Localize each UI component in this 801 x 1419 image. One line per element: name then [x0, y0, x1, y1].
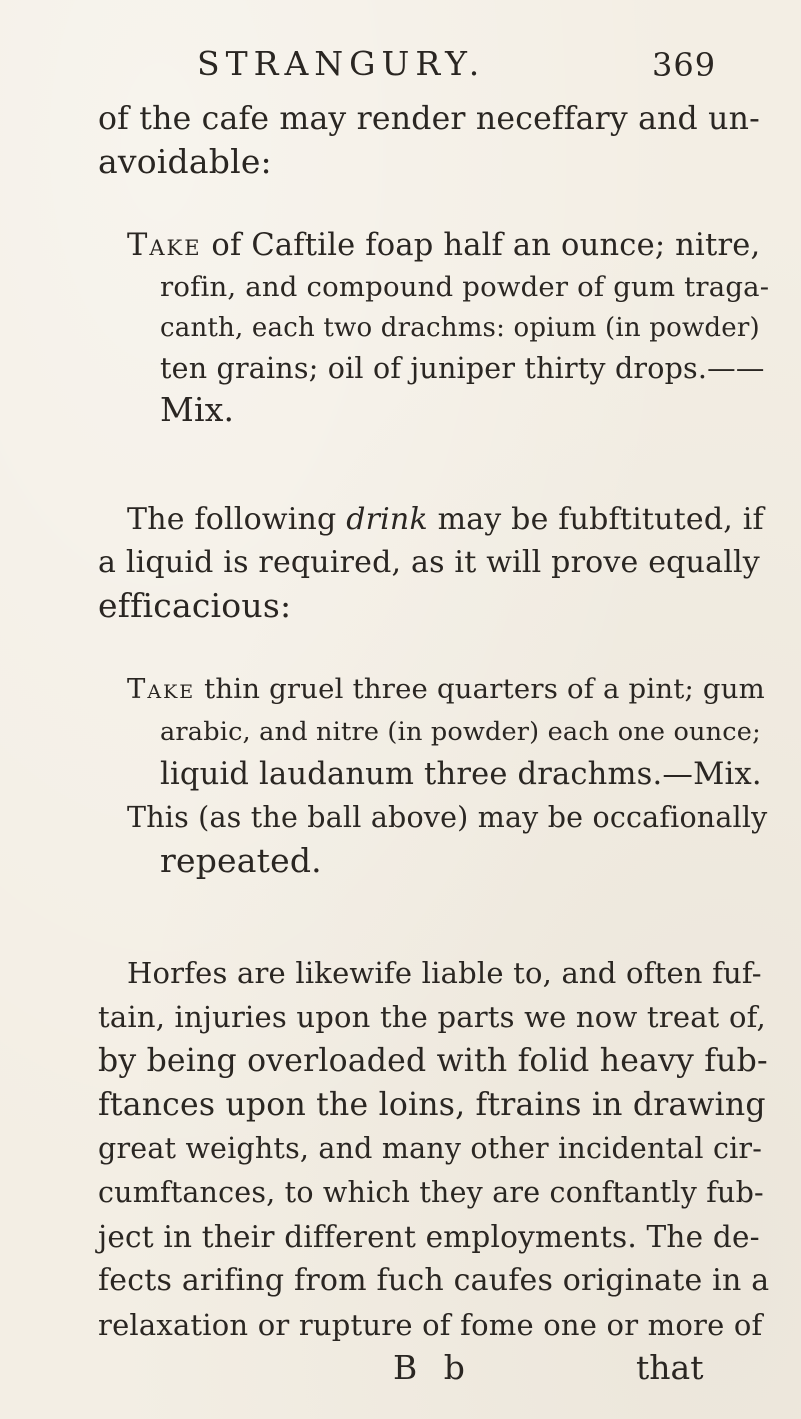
text-line: avoidable: [98, 142, 272, 181]
text-line: of the cafe may render neceffary and un- [98, 101, 760, 137]
text-line: ftances upon the loins, ftrains in drawing [98, 1087, 766, 1123]
recipe-lead-word: Take [127, 673, 196, 705]
text-line: efficacious: [98, 586, 292, 625]
text-line: relaxation or rupture of fome one or more of [98, 1308, 763, 1342]
recipe-line: rofin, and compound powder of gum traga- [160, 271, 770, 303]
page-footer [0, 1348, 801, 1398]
catchword: that [636, 1348, 704, 1387]
text-line: The following drink may be fubftituted, if [127, 502, 764, 537]
recipe-line: This (as the ball above) may be occafionally [127, 801, 768, 834]
recipe-lead-word: Take [127, 228, 202, 263]
recipe-line: arabic, and nitre (in powder) each one ounce; [160, 717, 761, 747]
recipe-line: Mix. [160, 390, 235, 429]
running-head: STRANGURY. [197, 44, 486, 83]
page-header [0, 40, 801, 90]
text-line: a liquid is required, as it will prove equally [98, 545, 760, 580]
text-line: tain, injuries upon the parts we now treat of, [98, 1000, 766, 1034]
text-line: cumftances, to which they are conftantly fub- [98, 1176, 764, 1209]
text-line: great weights, and many other incidental cir- [98, 1132, 763, 1165]
page-number: 369 [652, 46, 717, 84]
text-line: ject in their different employments. The de- [98, 1220, 760, 1254]
text-line: fects arifing from fuch caufes originate in a [98, 1263, 770, 1298]
recipe-line: canth, each two drachms: opium (in powder) [160, 313, 760, 343]
recipe-line: repeated. [160, 841, 322, 880]
text-line: Horfes are likewife liable to, and often fuf- [127, 956, 762, 990]
recipe-line: Take of Caftile foap half an ounce; nitre, [127, 228, 761, 263]
recipe-line: Take thin gruel three quarters of a pint; gum [127, 673, 765, 705]
signature-mark: B b [393, 1348, 473, 1387]
italic-word: drink [346, 502, 428, 537]
text-line: by being overloaded with folid heavy fub- [98, 1043, 768, 1079]
recipe-line: liquid laudanum three drachms.—Mix. [160, 757, 762, 792]
recipe-line: ten grains; oil of juniper thirty drops.—— [160, 352, 765, 385]
